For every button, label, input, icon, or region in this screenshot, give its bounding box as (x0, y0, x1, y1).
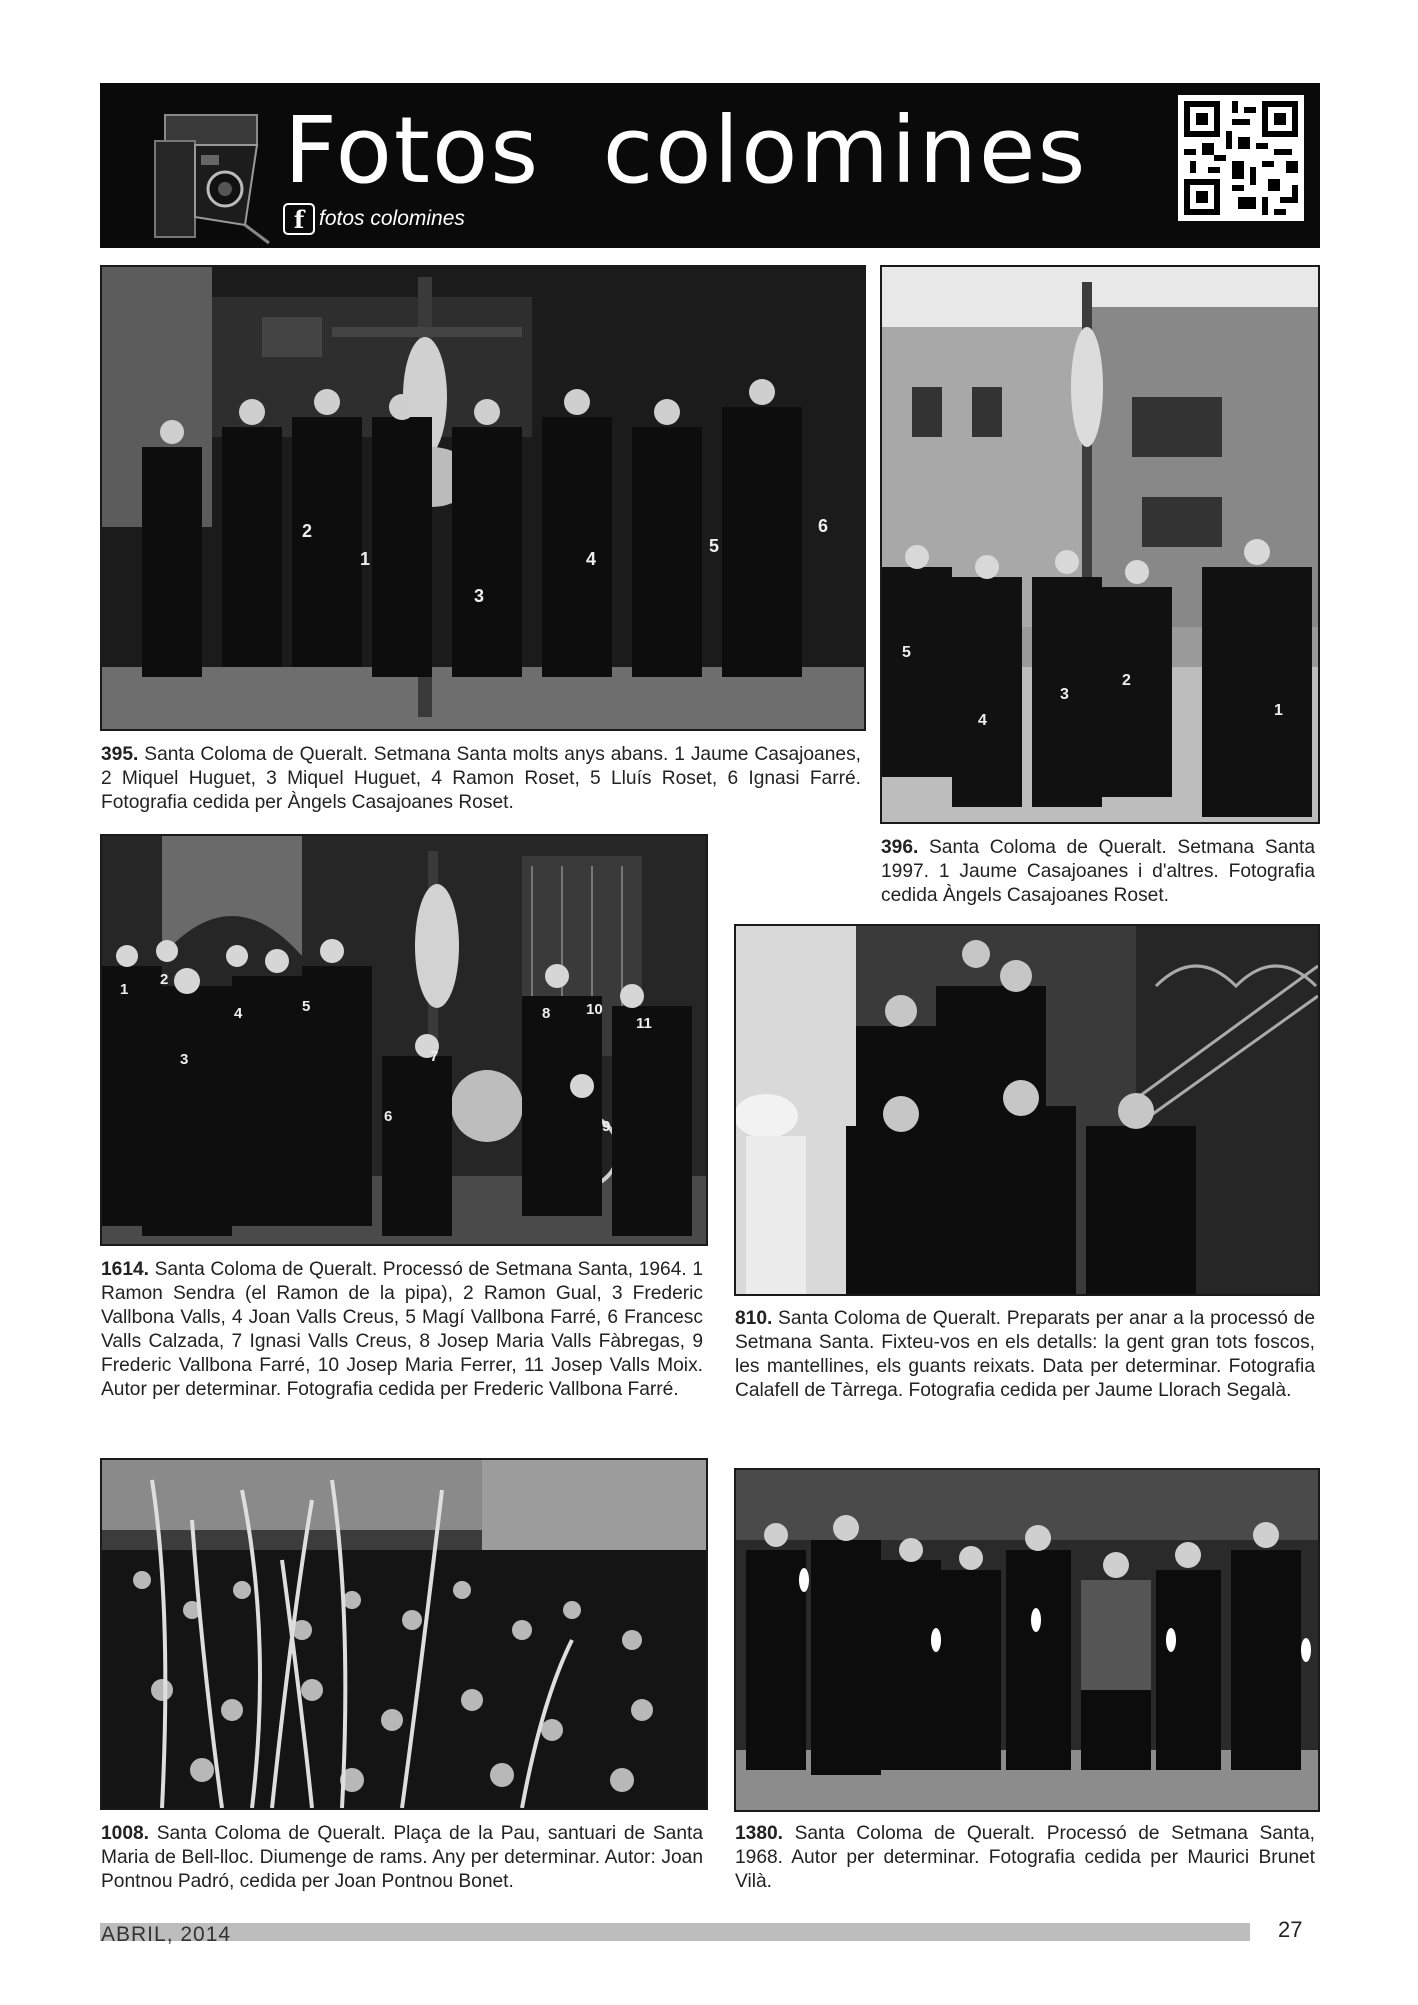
caption-number: 396. (881, 837, 919, 858)
caption-number: 395. (101, 744, 139, 765)
caption-396 (881, 836, 1315, 908)
photo-1380 (734, 1468, 1320, 1812)
figure-label: 1 (120, 981, 129, 998)
figure-label: 3 (1060, 686, 1069, 703)
facebook-icon: f (283, 203, 315, 235)
facebook-label: fotos colomines (319, 207, 465, 230)
figure-label: 1 (360, 549, 371, 569)
figure-label: 4 (978, 712, 987, 729)
caption-text: Santa Coloma de Queralt. Processó de Setmana Santa, 1968. Autor per determinar. Fotografia cedida per Maurici Brunet Vilà. (735, 1823, 1315, 1892)
figure-label: 3 (474, 586, 485, 606)
caption-810 (735, 1307, 1315, 1403)
caption-text: Santa Coloma de Queralt. Preparats per anar a la processó de Setmana Santa. Fixteu-vos en els detalls: la gent gran tots foscos, les mantellines, els guants reixats. Data per determinar. Fotografia Calafell de Tàrrega. Fotografia cedida per Jaume Llorach Segalà. (735, 1308, 1315, 1401)
photo-395 (100, 265, 866, 731)
figure-label: 6 (818, 516, 829, 536)
qr-code-icon (1178, 95, 1304, 221)
figure-label: 2 (302, 521, 313, 541)
figure-label: 7 (430, 1048, 439, 1065)
figure-label: 10 (586, 1001, 603, 1018)
caption-1380 (735, 1822, 1315, 1894)
caption-text: Santa Coloma de Queralt. Plaça de la Pau, santuari de Santa Maria de Bell-lloc. Diumenge de rams. Any per determinar. Autor: Joan Pontnou Padró, cedida per Joan Pontnou Bonet. (101, 1823, 703, 1892)
page-title: Fotos colomines (284, 97, 1088, 204)
footer-date: ABRIL, 2014 (101, 1923, 232, 1946)
figure-label: 4 (234, 1005, 243, 1022)
photo-1614 (100, 834, 708, 1246)
camera-icon (145, 97, 280, 245)
facebook-link (283, 203, 465, 235)
caption-1614 (101, 1258, 703, 1402)
figure-label: 9 (602, 1118, 611, 1135)
page-number: 27 (1278, 1917, 1303, 1942)
footer-bar (100, 1923, 1250, 1941)
caption-395 (101, 743, 861, 815)
caption-number: 810. (735, 1308, 773, 1329)
caption-number: 1614. (101, 1259, 150, 1280)
caption-number: 1380. (735, 1823, 784, 1844)
figure-label: 8 (542, 1005, 551, 1022)
header-banner (100, 83, 1320, 248)
photo-396 (880, 265, 1320, 824)
caption-text: Santa Coloma de Queralt. Setmana Santa molts anys abans. 1 Jaume Casajoanes, 2 Miquel Huguet, 3 Miquel Huguet, 4 Ramon Roset, 5 Lluís Roset, 6 Ignasi Farré. Fotografia cedida per Àngels Casajoanes Roset. (101, 744, 861, 813)
caption-1008 (101, 1822, 703, 1894)
photo-810 (734, 924, 1320, 1296)
figure-label: 1 (1274, 702, 1283, 719)
figure-label: 5 (302, 998, 311, 1015)
figure-label: 5 (709, 536, 720, 556)
figure-label: 2 (1122, 672, 1131, 689)
figure-label: 2 (160, 971, 169, 988)
figure-label: 5 (902, 644, 911, 661)
figure-label: 3 (180, 1051, 189, 1068)
figure-label: 4 (586, 549, 597, 569)
figure-label: 11 (636, 1015, 652, 1032)
photo-1008 (100, 1458, 708, 1810)
caption-text: Santa Coloma de Queralt. Setmana Santa 1997. 1 Jaume Casajoanes i d'altres. Fotografia cedida Àngels Casajoanes Roset. (881, 837, 1315, 906)
caption-number: 1008. (101, 1823, 150, 1844)
figure-label: 6 (384, 1108, 393, 1125)
caption-text: Santa Coloma de Queralt. Processó de Setmana Santa, 1964. 1 Ramon Sendra (el Ramon de la pipa), 2 Ramon Gual, 3 Frederic Vallbona Valls, 4 Joan Valls Creus, 5 Magí Vallbona Farré, 6 Francesc Valls Calzada, 7 Ignasi Valls Creus, 8 Josep Maria Valls Fàbregas, 9 Frederic Vallbona Farré, 10 Josep Maria Ferrer, 11 Josep Valls Moix. Autor per determinar. Fotografia cedida per Frederic Vallbona Farré. (101, 1259, 703, 1400)
